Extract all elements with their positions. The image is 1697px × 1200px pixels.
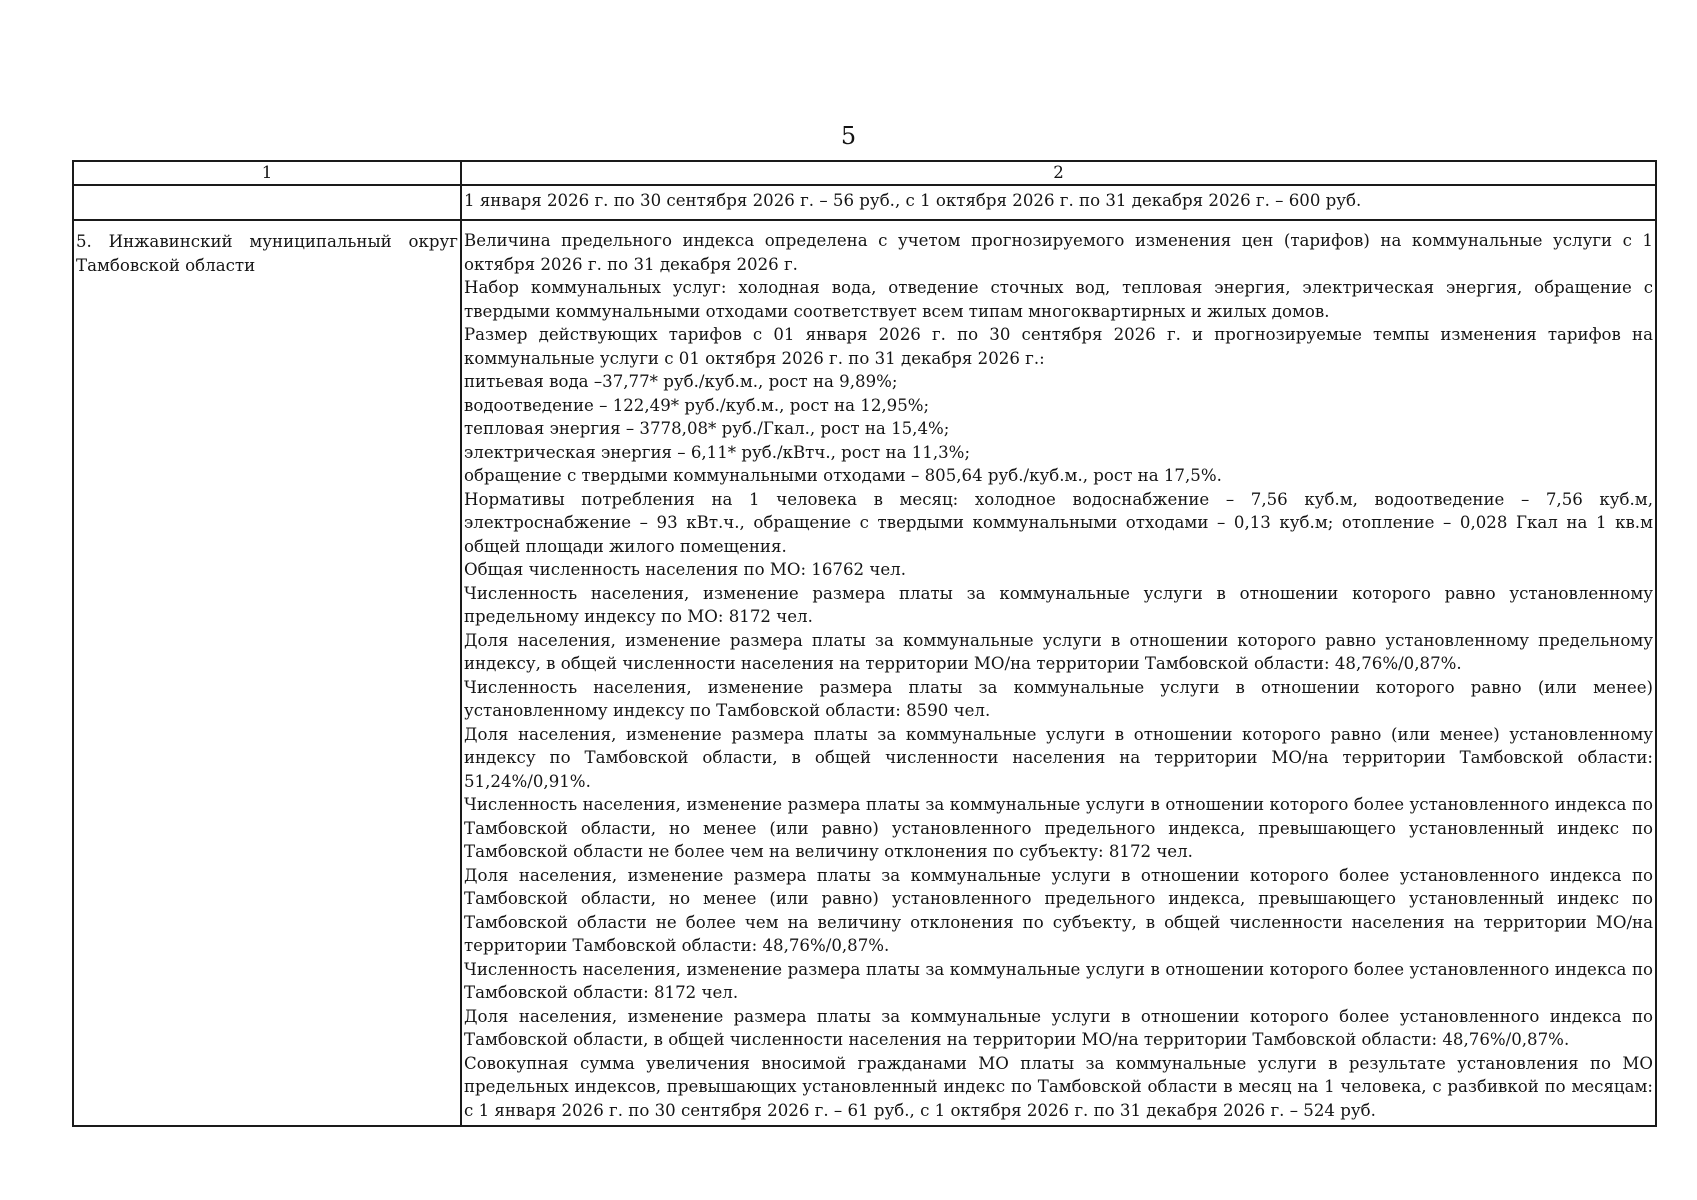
paragraph: Численность населения, изменение размера платы за коммунальные услуги в отношении которого равно (или менее) установленному индексу по Тамбовской области: 8590 чел.: [464, 677, 1653, 720]
paragraph: Размер действующих тарифов с 01 января 2026 г. по 30 сентября 2026 г. и прогнозируемые темпы изменения тарифов на коммунальные услуги с 01 октября 2026 г. по 31 декабря 2026 г.:: [464, 325, 1653, 368]
paragraph: Набор коммунальных услуг: холодная вода, отведение сточных вод, тепловая энергия, электрическая энергия, обращение с твердыми коммунальными отходами соответствует всем типам многоквартирных и жилых домов.: [464, 278, 1653, 321]
paragraph: Доля населения, изменение размера платы за коммунальные услуги в отношении которого равно установленному предельному индексу, в общей численности населения на территории МО/на территории Тамбовской области: 48,76%/0,87%.: [464, 630, 1653, 673]
tariff-line: тепловая энергия – 3778,08* руб./Гкал., рост на 15,4%;: [464, 419, 950, 438]
paragraph: Численность населения, изменение размера платы за коммунальные услуги в отношении которого равно установленному предельному индексу по МО: 8172 чел.: [464, 583, 1653, 626]
column-header-1: 1: [73, 161, 461, 185]
paragraph: Общая численность населения по МО: 16762 чел.: [464, 560, 906, 579]
paragraph: Нормативы потребления на 1 человека в месяц: холодное водоснабжение – 7,56 куб.м, водоотведение – 7,56 куб.м, электроснабжение – 93 кВт.ч., обращение с твердыми коммунальными отходами – 0,13 куб.м; отопление – 0,028 Гкал на 1 кв.м общей площади жилого помещения.: [464, 489, 1653, 556]
municipality-cell: 5. Инжавинский муниципальный округ Тамбовской области: [73, 220, 461, 1126]
empty-cell: [73, 185, 461, 220]
page-number: 5: [840, 122, 857, 150]
tariff-line: электрическая энергия – 6,11* руб./кВтч., рост на 11,3%;: [464, 442, 971, 462]
paragraph: Доля населения, изменение размера платы за коммунальные услуги в отношении которого равно (или менее) установленному индексу по Тамбовской области, в общей численности населения на территории МО/на территории Тамбовской области: 51,24%/0,91%.: [464, 724, 1653, 791]
table-row: [73, 185, 1656, 220]
paragraph: Величина предельного индекса определена с учетом прогнозируемого изменения цен (тарифов) на коммунальные услуги с 1 октября 2026 г. по 31 декабря 2026 г.: [464, 231, 1653, 274]
tariff-line: питьевая вода –37,77* руб./куб.м., рост на 9,89%;: [464, 372, 898, 391]
tariff-line: обращение с твердыми коммунальными отходами – 805,64 руб./куб.м., рост на 17,5%.: [464, 466, 1222, 485]
table-row: [73, 220, 1656, 1126]
paragraph: Численность населения, изменение размера платы за коммунальные услуги в отношении которого более установленного индекса по Тамбовской области: 8172 чел.: [464, 959, 1653, 1002]
paragraph: Совокупная сумма увеличения вносимой гражданами МО платы за коммунальные услуги в результате установления по МО предельных индексов, превышающих установленный индекс по Тамбовской области в месяц на 1 человека, с разбивкой по месяцам: с 1 января 2026 г. по 30 сентября 2026 г. – 61 руб., с 1 октября 2026 г. по 31 декабря 2026 г. – 524 руб.: [464, 1053, 1653, 1120]
table-header-row: [73, 161, 1656, 185]
column-header-2: 2: [461, 161, 1656, 185]
paragraph: Доля населения, изменение размера платы за коммунальные услуги в отношении которого более установленного индекса по Тамбовской области, в общей численности населения на территории МО/на территории Тамбовской области: 48,76%/0,87%.: [464, 1006, 1653, 1049]
tariff-table: [72, 160, 1657, 1127]
tariff-line: водоотведение – 122,49* руб./куб.м., рост на 12,95%;: [464, 395, 930, 415]
details-cell: [461, 220, 1656, 1126]
paragraph: Доля населения, изменение размера платы за коммунальные услуги в отношении которого более установленного индекса по Тамбовской области, но менее (или равно) установленного предельного индекса, превышающего установленный индекс по Тамбовской области не более чем на величину отклонения по субъекту, в общей численности населения на территории МО/на территории Тамбовской области: 48,76%/0,87%.: [464, 865, 1653, 955]
continuation-cell: 1 января 2026 г. по 30 сентября 2026 г. – 56 руб., с 1 октября 2026 г. по 31 декабря 2026 г. – 600 руб.: [461, 185, 1656, 220]
paragraph: Численность населения, изменение размера платы за коммунальные услуги в отношении которого более установленного индекса по Тамбовской области, но менее (или равно) установленного предельного индекса, превышающего установленный индекс по Тамбовской области не более чем на величину отклонения по субъекту: 8172 чел.: [464, 795, 1653, 861]
